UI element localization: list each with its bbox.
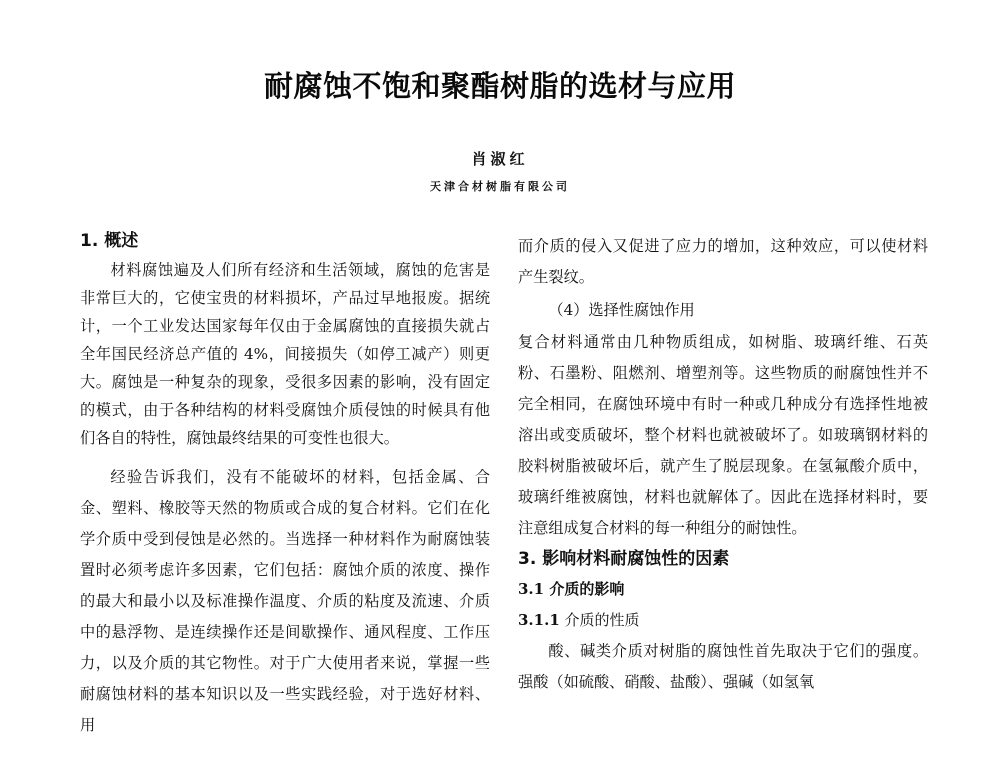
paper-title: 耐腐蚀不饱和聚酯树脂的选材与应用	[263, 69, 736, 103]
body-paragraph: 酸、碱类介质对树脂的腐蚀性首先取决于它们的强度。强酸（如硫酸、硝酸、盐酸）、强碱（如氢氧	[518, 642, 928, 691]
body-paragraph: 复合材料通常由几种物质组成，如树脂、玻璃纤维、石英粉、石墨粉、阻燃剂、增塑剂等。这些物质的耐腐蚀性并不完全相同，在腐蚀环境中有时一种或几种成分有选择性地被溶出或变质破坏，整个材料也就被破坏了。如玻璃钢材料的胶料树脂被破坏后，就产生了脱层现象。在氢氟酸介质中，玻璃纤维被腐蚀，材料也就解体了。因此在选择材料时，要注意组成复合材料的每一种组分的耐蚀性。	[518, 333, 928, 537]
subsubsection-title: 介质的性质	[564, 611, 640, 629]
subsubsection-heading-medium-properties	[518, 605, 928, 636]
body-paragraph-continued: 而介质的侵入又促进了应力的增加，这种效应，可以使材料产生裂纹。	[518, 237, 928, 286]
author-name: 肖淑红	[471, 150, 529, 168]
section-heading-overview: 1. 概述	[80, 231, 139, 251]
section-heading-factors: 3. 影响材料耐腐蚀性的因素	[518, 549, 730, 569]
subsection-heading-selective-corrosion: （4）选择性腐蚀作用	[548, 301, 695, 319]
author-affiliation: 天津合材树脂有限公司	[430, 180, 570, 193]
body-paragraph: 经验告诉我们，没有不能破坏的材料，包括金属、合金、塑料、橡胶等天然的物质或合成的复合材料。它们在化学介质中受到侵蚀是必然的。当选择一种材料作为耐腐蚀装置时必须考虑许多因素，它们包括：腐蚀介质的浓度、操作的最大和最小以及标准操作温度、介质的粘度及流速、介质中的悬浮物、是连续操作还是间歇操作、通风程度、工作压力，以及介质的其它物性。对于广大使用者来说，掌握一些耐腐蚀材料的基本知识以及一些实践经验，对于选好材料、用	[80, 468, 490, 734]
left-column	[80, 226, 490, 741]
paragraph-gap	[80, 452, 490, 462]
subsection-heading-medium-influence: 3.1 介质的影响	[518, 580, 625, 598]
right-column	[518, 231, 928, 698]
body-paragraph: 材料腐蚀遍及人们所有经济和生活领域，腐蚀的危害是非常巨大的，它使宝贵的材料损坏，产品过早地报废。据统计，一个工业发达国家每年仅由于金属腐蚀的直接损失就占全年国民经济总产值的 4%，间接损失（如停工减产）则更大。腐蚀是一种复杂的现象，受很多因素的影响，没有固定的模式，由于各种结构的材料受腐蚀介质侵蚀的时候具有他们各自的特性，腐蚀最终结果的可变性也很大。	[80, 261, 490, 447]
subsubsection-number: 3.1.1	[518, 611, 560, 629]
